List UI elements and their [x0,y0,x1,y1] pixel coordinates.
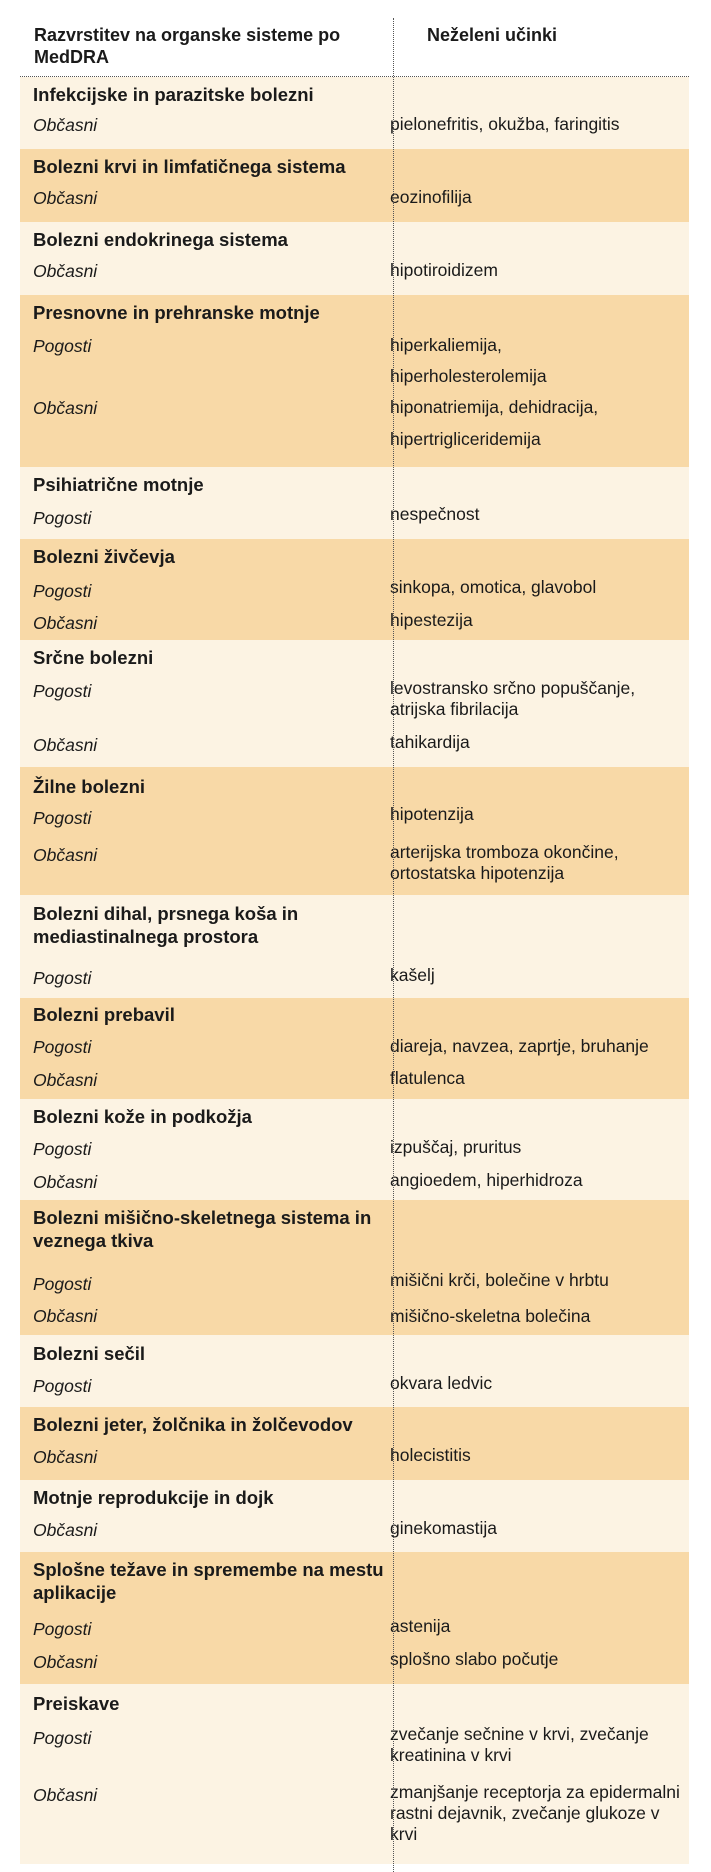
frequency-label: Občasni [33,1447,98,1467]
frequency-label: Pogosti [33,1037,92,1057]
effects-text: izpuščaj, pruritus [390,1137,522,1157]
category-label: Bolezni jeter, žolčnika in žolčevodov [33,1414,353,1435]
effects-text: nespečnost [390,504,480,524]
table-row [20,640,689,767]
effects-text: holecistitis [390,1445,471,1465]
effects-text: tahikardija [390,732,470,752]
frequency-label: Občasni [33,261,98,281]
category-label: Bolezni prebavil [33,1004,175,1025]
frequency-label: Občasni [33,1785,98,1805]
effects-text: zmanjšanje receptorja za epidermalni rastni dejavnik, zvečanje glukoze v krvi [390,1782,680,1844]
frequency-label: Občasni [33,188,98,208]
category-label: Bolezni živčevja [33,546,175,567]
table-row [20,77,689,149]
effects-text: ginekomastija [390,1518,497,1538]
effects-text: splošno slabo počutje [390,1649,559,1669]
table-row [20,1335,689,1407]
effects-text: mišično-skeletna bolečina [390,1306,591,1326]
effects-text: diareja, navzea, zaprtje, bruhanje [390,1036,649,1056]
effects-text: pielonefritis, okužba, faringitis [390,114,620,134]
frequency-label: Pogosti [33,1376,92,1396]
effects-text: okvara ledvic [390,1373,493,1393]
frequency-label: Občasni [33,613,98,633]
table-row [20,1684,689,1864]
frequency-label: Pogosti [33,681,92,701]
effects-text: hipestezija [390,610,473,630]
frequency-label: Pogosti [33,581,92,601]
table-row [20,222,689,295]
adverse-reactions-table [20,18,689,1864]
effects-text: sinkopa, omotica, glavobol [390,577,597,597]
effects-text: hiperkaliemija, [390,335,502,355]
category-label: Žilne bolezni [33,776,146,797]
category-label: Bolezni kože in podkožja [33,1106,252,1127]
category-label: Bolezni sečil [33,1343,146,1364]
effects-text: mišični krči, bolečine v hrbtu [390,1270,609,1290]
table-row [20,1200,689,1335]
frequency-label: Občasni [33,1520,98,1540]
category-label: Bolezni endokrinega sistema [33,229,288,250]
effects-text: eozinofilija [390,187,472,207]
category-label: Preiskave [33,1693,120,1714]
frequency-label: Pogosti [33,1728,92,1748]
frequency-label: Pogosti [33,1139,92,1159]
frequency-label: Občasni [33,845,98,865]
effects-text: hiperholesterolemija [390,366,547,386]
effects-text: hipotiroidizem [390,260,498,280]
frequency-label: Občasni [33,398,98,418]
effects-text: hipertrigliceridemija [390,429,541,449]
table-row [20,1407,689,1480]
table-row [20,467,689,539]
frequency-label: Pogosti [33,508,92,528]
frequency-label: Občasni [33,1306,98,1326]
frequency-label: Občasni [33,1652,98,1672]
table-row [20,895,689,998]
effects-text: levostransko srčno popuščanje, atrijska fibrilacija [390,678,636,719]
category-label: Motnje reprodukcije in dojk [33,1487,274,1508]
frequency-label: Pogosti [33,1274,92,1294]
effects-text: astenija [390,1616,451,1636]
table-row [20,998,689,1099]
category-label: Bolezni dihal, prsnega koša in mediastinalnega prostora [33,903,299,947]
effects-text: hipotenzija [390,804,474,824]
category-label: Splošne težave in spremembe na mestu aplikacije [33,1559,384,1603]
frequency-label: Pogosti [33,808,92,828]
frequency-label: Občasni [33,1172,98,1192]
table-row [20,539,689,640]
category-label: Srčne bolezni [33,647,154,668]
frequency-label: Občasni [33,115,98,135]
category-label: Bolezni mišično-skeletnega sistema in veznega tkiva [33,1207,372,1251]
table-header [20,18,689,77]
effects-text: flatulenca [390,1068,465,1088]
table-row [20,295,689,467]
effects-text: angioedem, hiperhidroza [390,1170,583,1190]
effects-text: kašelj [390,965,435,985]
frequency-label: Občasni [33,1070,98,1090]
category-label: Infekcijske in parazitske bolezni [33,84,314,105]
table-row [20,1099,689,1200]
frequency-label: Pogosti [33,1619,92,1639]
header-adverse-effects: Neželeni učinki [427,25,558,45]
column-divider [393,18,394,1872]
category-label: Psihiatrične motnje [33,474,204,495]
category-label: Presnovne in prehranske motnje [33,302,320,323]
table-row [20,149,689,222]
table-row [20,1480,689,1552]
header-organ-class: Razvrstitev na organske sisteme po MedDRA [34,25,341,67]
frequency-label: Pogosti [33,336,92,356]
table-row [20,1552,689,1684]
table-row [20,767,689,895]
effects-text: arterijska tromboza okončine, ortostatska hipotenzija [390,842,619,883]
effects-text: zvečanje sečnine v krvi, zvečanje kreatinina v krvi [390,1724,649,1765]
category-label: Bolezni krvi in limfatičnega sistema [33,156,346,177]
effects-text: hiponatriemija, dehidracija, [390,397,599,417]
frequency-label: Pogosti [33,968,92,988]
frequency-label: Občasni [33,735,98,755]
